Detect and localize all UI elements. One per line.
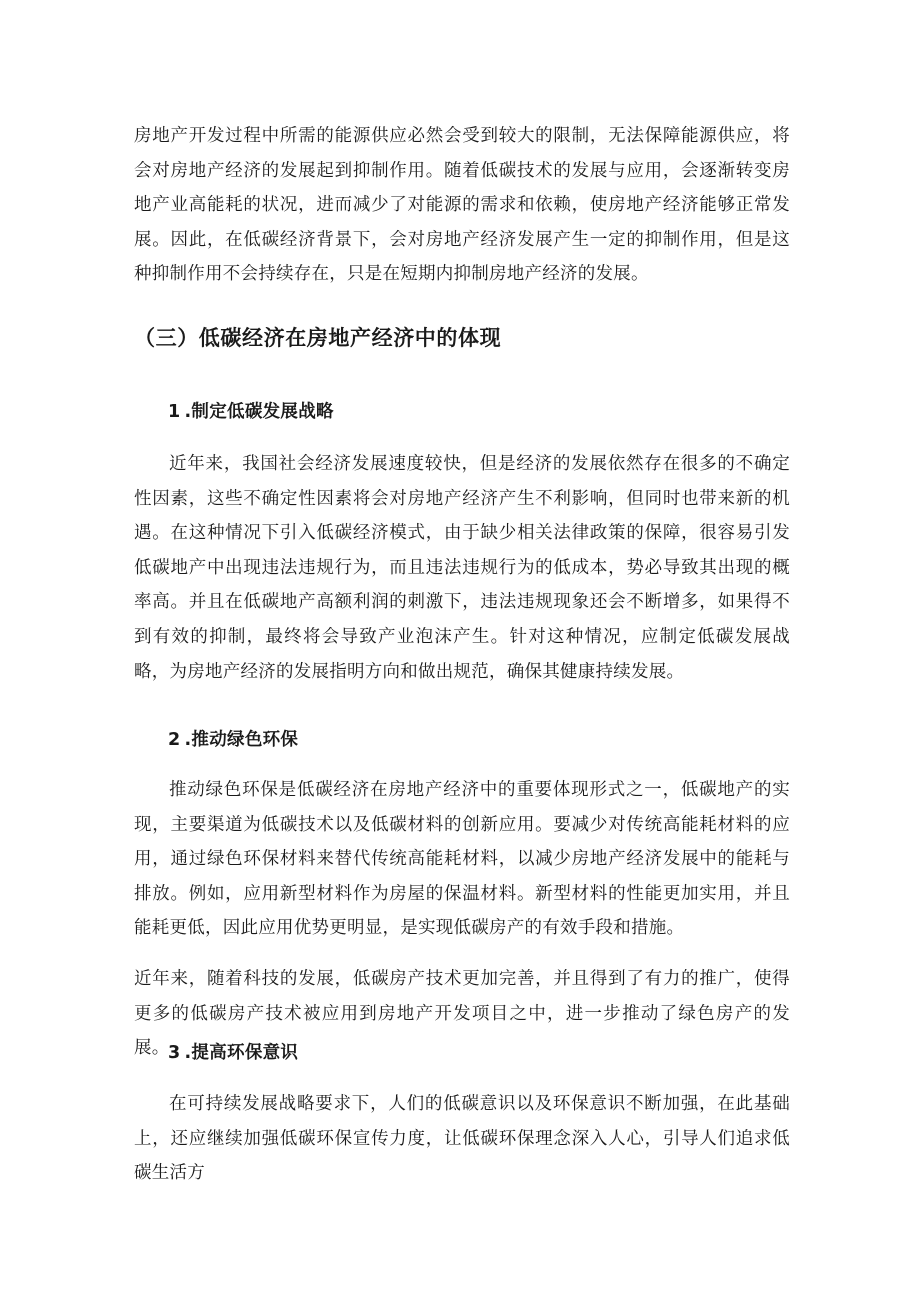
subheading-1 xyxy=(168,398,334,426)
subheading-3-text: .提高环保意识 xyxy=(184,1043,299,1063)
subheading-1-number: 1 xyxy=(168,402,181,422)
subheading-2 xyxy=(168,726,298,754)
subheading-2-text: .推动绿色环保 xyxy=(184,730,299,750)
subheading-1-text: .制定低碳发展战略 xyxy=(184,402,334,422)
section-heading: （三）低碳经济在房地产经济中的体现 xyxy=(134,326,502,350)
paragraph-tech-development: 近年来，随着科技的发展，低碳房产技术更加完善，并且得到了有力的推广，使得更多的低碳房产技术被应用到房地产开发项目之中，进一步推动了绿色房产的发展。 xyxy=(134,969,790,1059)
subheading-2-number: 2 xyxy=(168,730,181,750)
paragraph-green-environment: 推动绿色环保是低碳经济在房地产经济中的重要体现形式之一，低碳地产的实现，主要渠道为低碳技术以及低碳材料的创新应用。要减少对传统高能耗材料的应用，通过绿色环保材料来替代传统高能耗材料，以减少房地产经济发展中的能耗与排放。例如，应用新型材料作为房屋的保温材料。新型材料的性能更加实用，并且能耗更低，因此应用优势更明显，是实现低碳房产的有效手段和措施。 xyxy=(134,780,790,939)
paragraph-low-carbon-strategy: 近年来，我国社会经济发展速度较快，但是经济的发展依然存在很多的不确定性因素，这些不确定性因素将会对房地产经济产生不利影响，但同时也带来新的机遇。在这种情况下引入低碳经济模式，由于缺少相关法律政策的保障，很容易引发低碳地产中出现违法违规行为，而且违法违规行为的低成本，势必导致其出现的概率高。并且在低碳地产高额利润的刺激下，违法违规现象还会不断增多，如果得不到有效的抑制，最终将会导致产业泡沫产生。针对这种情况，应制定低碳发展战略，为房地产经济的发展指明方向和做出规范，确保其健康持续发展。 xyxy=(134,454,790,682)
paragraph-environmental-awareness: 在可持续发展战略要求下，人们的低碳意识以及环保意识不断加强，在此基础上，还应继续加强低碳环保宣传力度，让低碳环保理念深入人心，引导人们追求低碳生活方 xyxy=(134,1094,790,1184)
subheading-3 xyxy=(168,1039,298,1067)
paragraph-energy-supply: 房地产开发过程中所需的能源供应必然会受到较大的限制，无法保障能源供应，将会对房地产经济的发展起到抑制作用。随着低碳技术的发展与应用，会逐渐转变房地产业高能耗的状况，进而减少了对能源的需求和依赖，使房地产经济能够正常发展。因此，在低碳经济背景下，会对房地产经济发展产生一定的抑制作用，但是这种抑制作用不会持续存在，只是在短期内抑制房地产经济的发展。 xyxy=(134,126,790,285)
subheading-3-number: 3 xyxy=(168,1043,181,1063)
